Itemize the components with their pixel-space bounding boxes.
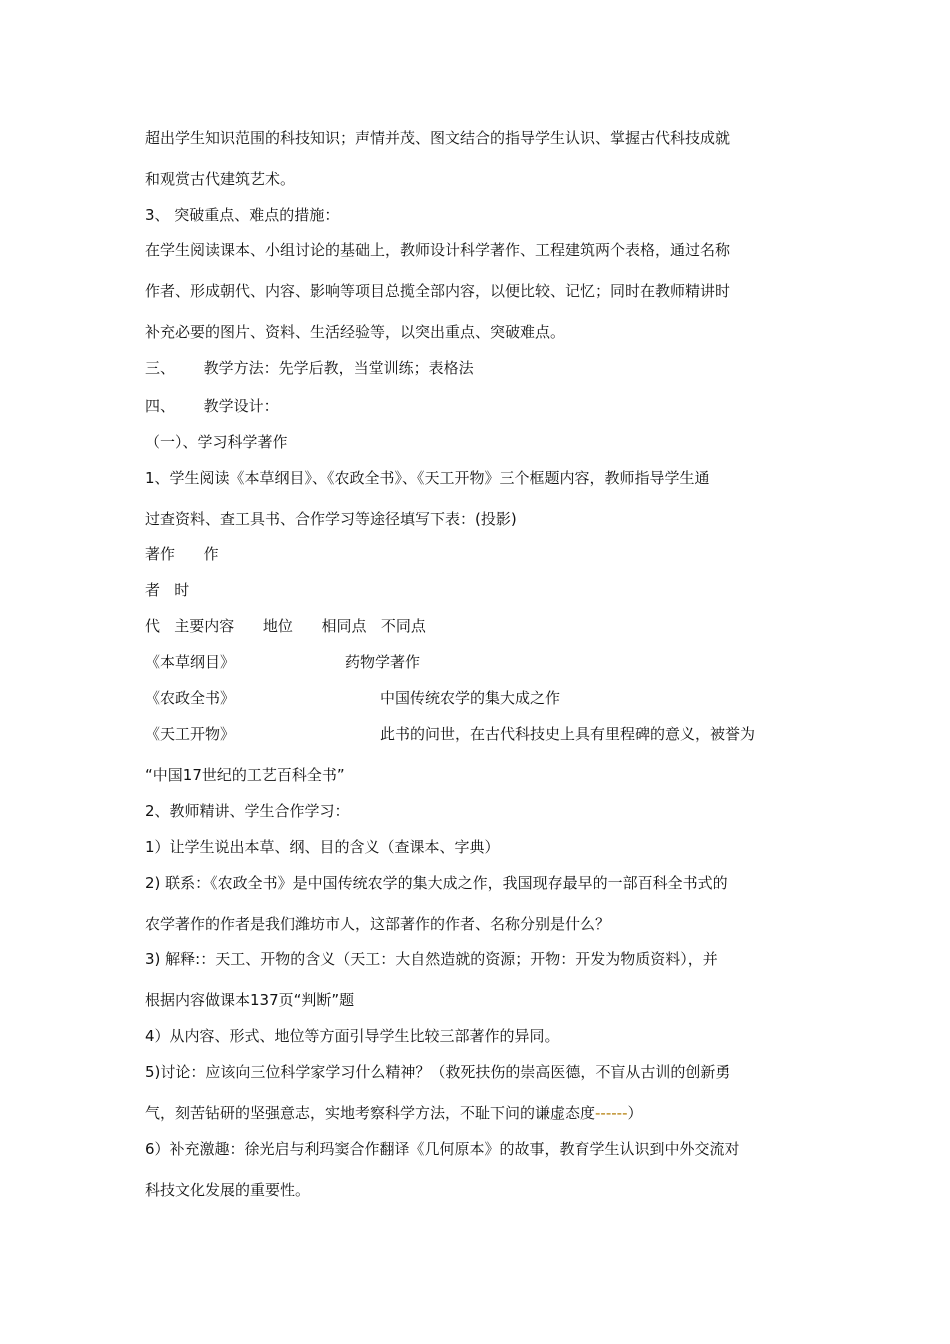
dash-marks: ------ [595,1104,628,1122]
text-span: 3) 解释:：天工、开物的含义（天工：大自然造就的资源；开物：开发为物质资料），并 [145,950,718,968]
text-span: 气，刻苦钻研的坚强意志，实地考察科学方法，不耻下问的谦虚态度 [145,1104,596,1122]
text-span: 1、学生阅读《本草纲目》、《农政全书》、《天工开物》三个框题内容，教师指导学生通 [145,469,710,487]
text-line [145,765,345,785]
text-span: 作者、形成朝代、内容、影响等项目总揽全部内容，以便比较、记忆；同时在教师精讲时 [145,282,731,300]
text-span: 过查资料、查工具书、合作学习等途径填写下表：(投影) [145,510,517,528]
text-line [145,240,730,260]
text-span: 四、 教学设计： [145,397,279,415]
text-span: 4）从内容、形式、地位等方面引导学生比较三部著作的异同。 [145,1027,560,1045]
table-row [145,688,235,708]
text-span: 6）补充激趣：徐光启与利玛窦合作翻译《几何原本》的故事，教育学生认识到中外交流对 [145,1140,740,1158]
text-line [145,914,610,934]
table-cell [380,688,560,708]
text-line [145,873,728,893]
text-span: 和观赏古代建筑艺术。 [145,170,296,188]
text-span: 中国传统农学的集大成之作 [380,689,561,707]
text-line [145,1139,740,1159]
table-header [145,616,426,636]
section-heading [145,396,279,416]
text-line [145,1026,560,1046]
text-line [145,509,517,529]
table-header [145,580,189,600]
text-span: （一）、学习科学著作 [145,433,288,451]
section-heading [145,432,288,452]
text-line [145,1062,730,1082]
text-span: 三、 教学方法：先学后教，当堂训练；表格法 [145,359,474,377]
text-span: 超出学生知识范围的科技知识；声情并茂、图文结合的指导学生认识、掌握古代科技成就 [145,129,731,147]
table-cell [345,652,420,672]
text-span: 5)讨论：应该向三位科学家学习什么精神？（救死扶伤的崇高医德，不盲从古训的创新勇 [145,1063,731,1081]
text-span: 2、教师精讲、学生合作学习： [145,802,350,820]
section-heading [145,801,350,821]
table-cell [380,724,755,744]
text-line [145,1103,643,1123]
text-line [145,990,354,1010]
section-heading [145,205,339,225]
text-line [145,322,565,342]
book-title: 《本草纲目》 [145,653,236,671]
table-row [145,724,235,744]
text-span: 在学生阅读课本、小组讨论的基础上，教师设计科学著作、工程建筑两个表格，通过名称 [145,241,731,259]
book-title: 《农政全书》 [145,689,236,707]
text-span: 代 主要内容 地位 相同点 不同点 [145,617,426,635]
text-span: 补充必要的图片、资料、生活经验等，以突出重点、突破难点。 [145,323,566,341]
text-line [145,128,730,148]
text-span: 此书的问世，在古代科技史上具有里程碑的意义，被誉为 [380,725,756,743]
text-line [145,837,500,857]
text-line [145,1180,310,1200]
text-span: 根据内容做课本137页“判断”题 [145,991,355,1009]
text-span: “中国17世纪的工艺百科全书” [145,766,345,784]
text-span: ） [627,1104,643,1122]
book-title: 《天工开物》 [145,725,236,743]
text-line [145,281,730,301]
text-span: 者 时 [145,581,190,599]
table-row [145,652,235,672]
section-heading [145,358,474,378]
text-span: 药物学著作 [345,653,421,671]
text-span: 著作 作 [145,545,219,563]
table-header [145,544,219,564]
text-line [145,169,295,189]
text-span: 科技文化发展的重要性。 [145,1181,311,1199]
text-span: 农学著作的作者是我们潍坊市人，这部著作的作者、名称分别是什么？ [145,915,611,933]
text-line [145,949,718,969]
text-span: 1）让学生说出本草、纲、目的含义（查课本、字典） [145,838,500,856]
text-span: 3、 突破重点、难点的措施： [145,206,340,224]
text-span: 2) 联系：《农政全书》是中国传统农学的集大成之作，我国现存最早的一部百科全书式的 [145,874,728,892]
text-line [145,468,710,488]
